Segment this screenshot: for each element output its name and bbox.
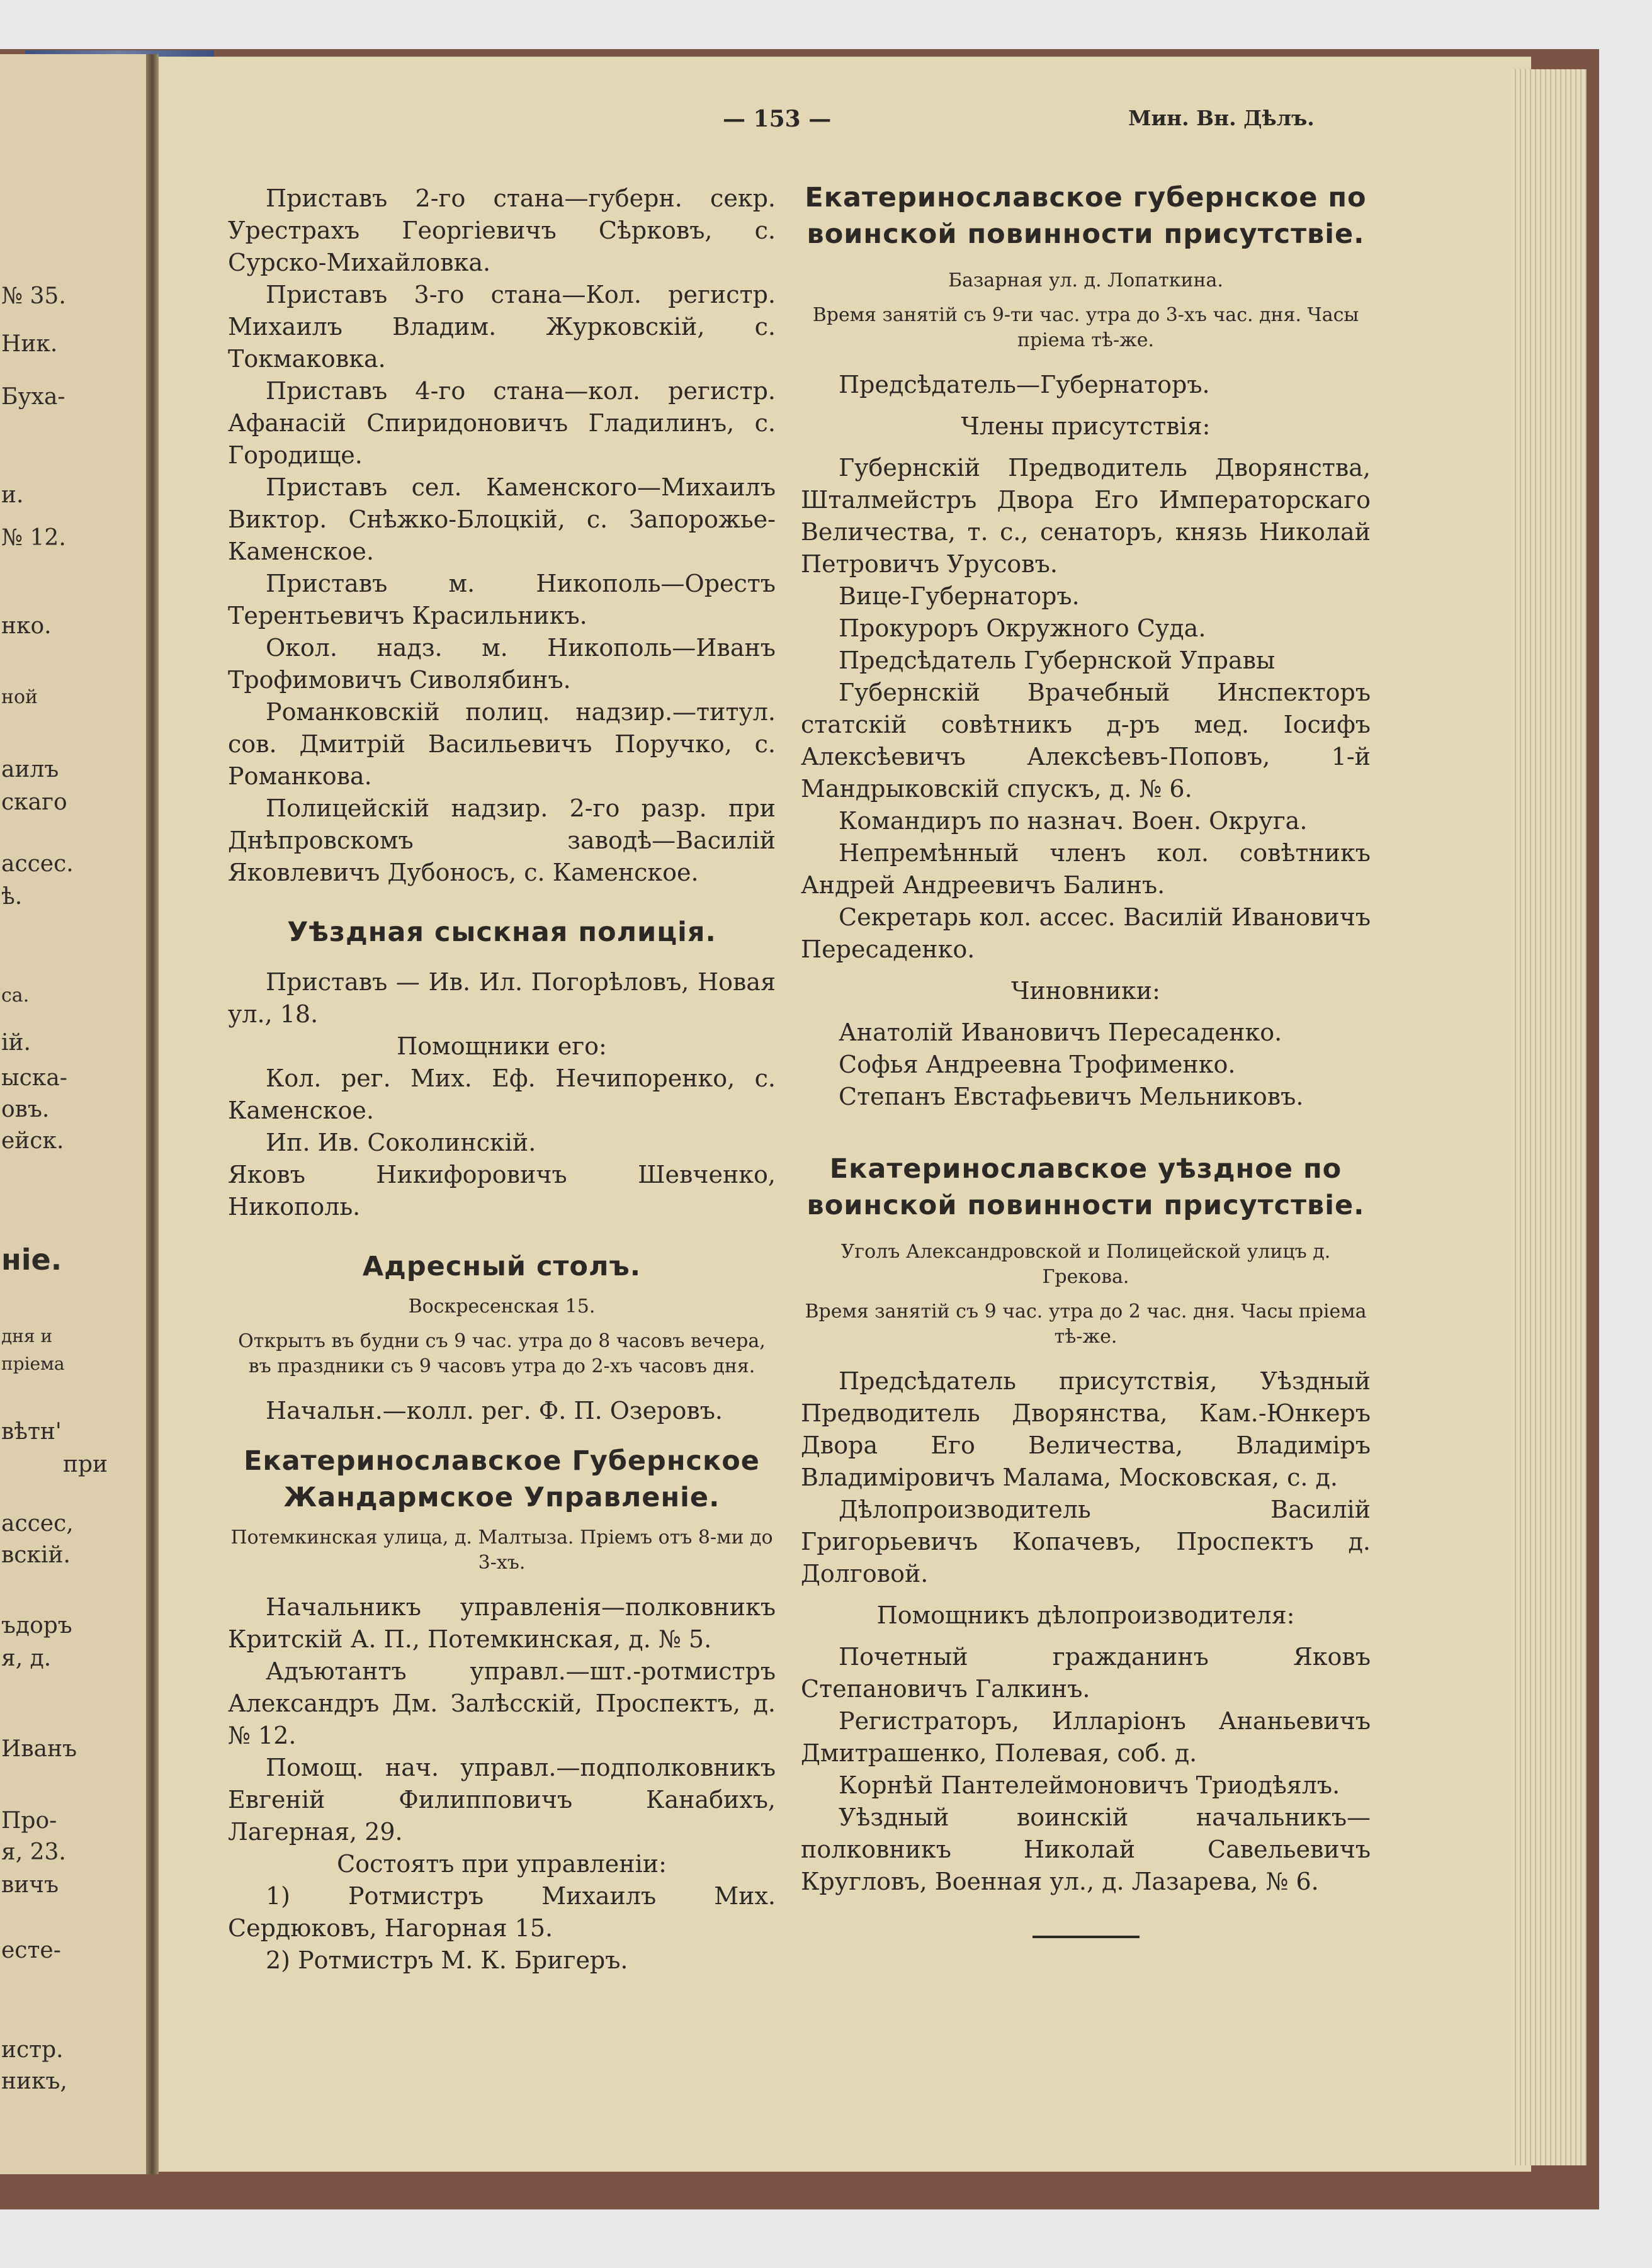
- right-column: [801, 179, 1371, 1938]
- subheading: Члены присутствія:: [961, 412, 1211, 440]
- address-line: Базарная ул. д. Лопаткина.: [948, 269, 1223, 291]
- entry: Софья Андреевна Трофименко.: [839, 1051, 1236, 1078]
- address-line: Уголъ Александровской и Полицейской улицъ д. Грекова.: [840, 1241, 1331, 1288]
- hours-line: Время занятій съ 9-ти час. утра до 3-хъ час. дня. Часы пріема тѣ-же.: [812, 304, 1359, 351]
- entry: Регистраторъ, Илларіонъ Ананьевичъ Дмитрашенко, Полевая, соб. д.: [801, 1707, 1371, 1767]
- left-column: [228, 183, 776, 1977]
- left-page-fragment: я, д.: [1, 1645, 52, 1671]
- left-page-fragment: аилъ: [1, 757, 59, 782]
- entry: Корнѣй Пантелеймоновичъ Триодѣялъ.: [839, 1771, 1340, 1799]
- entry: Окол. надз. м. Никополь—Иванъ Трофимовичъ Сиволябинъ.: [228, 634, 776, 694]
- subheading: Помощники его:: [397, 1032, 607, 1060]
- entry: Прокуроръ Окружного Суда.: [839, 614, 1206, 642]
- left-page-fragment: вичъ: [1, 1872, 59, 1898]
- section-heading: Екатеринославское губернское по воинской повинности присутствіе.: [805, 182, 1367, 250]
- entry: Предсѣдатель присутствія, Уѣздный Предводитель Дворянства, Кам.-Юнкеръ Двора Его Величества, Владиміръ Владиміровичъ Малама, Московская, с. д.: [801, 1367, 1371, 1491]
- left-page-fragment: скаго: [1, 789, 67, 815]
- left-page-fragment: есте-: [1, 1938, 61, 1963]
- left-page-fragment: ніе.: [1, 1243, 62, 1277]
- left-page-fragment: Ник.: [1, 331, 58, 357]
- subheading: Состоятъ при управленіи:: [337, 1850, 667, 1878]
- entry: Приставъ 4-го стана—кол. регистр. Афанасій Спиридоновичъ Гладилинъ, с. Городище.: [228, 377, 776, 469]
- section-heading: Адресный столъ.: [362, 1251, 642, 1282]
- left-page-fragment: вѣтн': [1, 1419, 62, 1445]
- entry: Дѣлопроизводитель Василій Григорьевичъ Копачевъ, Проспектъ д. Долговой.: [801, 1496, 1371, 1588]
- entry: Помощ. нач. управл.—подполковникъ Евгеній Филипповичъ Канабихъ, Лагерная, 29.: [228, 1754, 776, 1846]
- left-page-fragment: ыска-: [1, 1065, 67, 1091]
- entry: Ип. Ив. Соколинскій.: [266, 1129, 536, 1156]
- entry: 1) Ротмистръ Михаилъ Мих. Сердюковъ, Нагорная 15.: [228, 1882, 776, 1942]
- left-page-fragment: овъ.: [1, 1097, 50, 1122]
- left-page-fragment: вскій.: [1, 1542, 71, 1568]
- entry: Секретарь кол. ассес. Василій Ивановичъ Пересаденко.: [801, 903, 1371, 963]
- book-gutter: [146, 54, 159, 2174]
- entry: Предсѣдатель—Губернаторъ.: [839, 371, 1210, 398]
- left-page-fragment: ѣ.: [1, 884, 23, 910]
- entry: Начальникъ управленія—полковникъ Критскій А. П., Потемкинская, д. № 5.: [228, 1593, 776, 1653]
- page-edges: [1511, 69, 1587, 2165]
- entry: Предсѣдатель Губернской Управы: [839, 646, 1276, 674]
- entry: Яковъ Никифоровичъ Шевченко, Никополь.: [228, 1161, 776, 1221]
- left-page-fragment: са.: [1, 984, 30, 1007]
- running-title: Мин. Вн. Дѣлъ.: [1128, 106, 1315, 130]
- entry: Вице-Губернаторъ.: [839, 582, 1080, 610]
- left-page-fragment: № 12.: [1, 525, 66, 551]
- left-page-fragment: ной: [1, 686, 38, 708]
- entry: Приставъ м. Никополь—Орестъ Терентьевичъ Красильникъ.: [228, 570, 776, 629]
- entry: Губернскій Предводитель Дворянства, Шталмейстръ Двора Его Императорскаго Величества, т. с., сенаторъ, князь Николай Петровичъ Урусовъ.: [801, 454, 1371, 578]
- left-page-fragment: ассес.: [1, 851, 74, 877]
- entry: Уѣздный воинскій начальникъ—полковникъ Николай Савельевичъ Кругловъ, Военная ул., д. Лазарева, № 6.: [801, 1803, 1371, 1895]
- left-page-fragment: истр.: [1, 2037, 64, 2063]
- end-rule: [1032, 1936, 1140, 1938]
- left-page-fragment: дня и: [1, 1326, 53, 1346]
- subheading: Помощникъ дѣлопроизводителя:: [876, 1601, 1295, 1629]
- left-page-fragment: и.: [1, 482, 24, 508]
- section-heading: Екатеринославское уѣздное по воинской повинности присутствіе.: [806, 1153, 1365, 1221]
- entry: Почетный гражданинъ Яковъ Степановичъ Галкинъ.: [801, 1643, 1371, 1703]
- left-page-fragment: я, 23.: [1, 1839, 66, 1865]
- entry: Анатолій Ивановичъ Пересаденко.: [839, 1018, 1282, 1046]
- address-line: Воскресенская 15.: [408, 1295, 596, 1317]
- entry: Полицейскій надзир. 2-го разр. при Днѣпровскомъ заводѣ—Василій Яковлевичъ Дубоносъ, с. Каменское.: [228, 794, 776, 886]
- entry: Приставъ — Ив. Ил. Погорѣловъ, Новая ул., 18.: [228, 968, 776, 1028]
- left-page-fragment: Иванъ: [1, 1736, 77, 1762]
- address-line: Потемкинская улица, д. Малтыза. Пріемъ отъ 8-ми до 3-хъ.: [230, 1526, 773, 1574]
- entry: Непремѣнный членъ кол. совѣтникъ Андрей Андреевичъ Балинъ.: [801, 839, 1371, 899]
- entry: Приставъ сел. Каменского—Михаилъ Виктор. Снѣжко-Блоцкій, с. Запорожье-Каменское.: [228, 473, 776, 565]
- entry: Романковскій полиц. надзир.—титул. сов. Дмитрій Васильевичъ Поручко, с. Романкова.: [228, 698, 776, 790]
- entry: Приставъ 3-го стана—Кол. регистр. Михаилъ Владим. Журковскій, с. Токмаковка.: [228, 281, 776, 373]
- entry: Адъютантъ управл.—шт.-ротмистръ Александръ Дм. Залѣсскій, Проспектъ, д. № 12.: [228, 1657, 776, 1749]
- section-heading: Екатеринославское Губернское Жандармское Управленіе.: [244, 1445, 760, 1513]
- left-page-fragment: ій.: [1, 1030, 31, 1056]
- left-page-fragment: нко.: [1, 613, 52, 639]
- entry: Начальн.—колл. рег. Ф. П. Озеровъ.: [266, 1397, 723, 1425]
- hours-line: Время занятій съ 9 час. утра до 2 час. дня. Часы пріема тѣ-же.: [805, 1300, 1367, 1348]
- entry: Губернскій Врачебный Инспекторъ статскій совѣтникъ д-ръ мед. Іосифъ Алексѣевичъ Алексѣевъ-Поповъ, 1-й Мандрыковскій спускъ, д. № 6.: [801, 679, 1371, 803]
- entry: 2) Ротмистръ М. К. Бригеръ.: [266, 1946, 628, 1974]
- left-page-fragment: ъдоръ: [1, 1613, 72, 1639]
- left-page-fragment: Буха-: [1, 384, 65, 410]
- subheading: Чиновники:: [1011, 977, 1160, 1005]
- left-page-fragment: № 35.: [1, 283, 66, 309]
- hours-line: Открытъ въ будни съ 9 час. утра до 8 часовъ вечера, въ праздники съ 9 часовъ утра до 2-хъ часовъ дня.: [238, 1330, 766, 1377]
- left-page-fragment: Про-: [1, 1808, 57, 1834]
- entry: Степанъ Евстафьевичъ Мельниковъ.: [839, 1083, 1304, 1110]
- entry: Кол. рег. Мих. Еф. Нечипоренко, с. Каменское.: [228, 1064, 776, 1124]
- left-page-fragment: ассес,: [1, 1511, 74, 1537]
- entry: Командиръ по назнач. Воен. Округа.: [839, 807, 1308, 835]
- left-page: [0, 54, 146, 2174]
- entry: Приставъ 2-го стана—губерн. секр. Урестрахъ Георгіевичъ Сѣрковъ, с. Сурско-Михайловка.: [228, 184, 776, 276]
- left-page-fragment: ейск.: [1, 1128, 64, 1154]
- section-heading: Уѣздная сыскная полиція.: [287, 917, 716, 948]
- left-page-fragment: никъ,: [1, 2068, 67, 2094]
- page-number: — 153 —: [723, 106, 832, 132]
- left-page-fragment: при: [63, 1452, 108, 1477]
- left-page-fragment: пріема: [1, 1353, 65, 1374]
